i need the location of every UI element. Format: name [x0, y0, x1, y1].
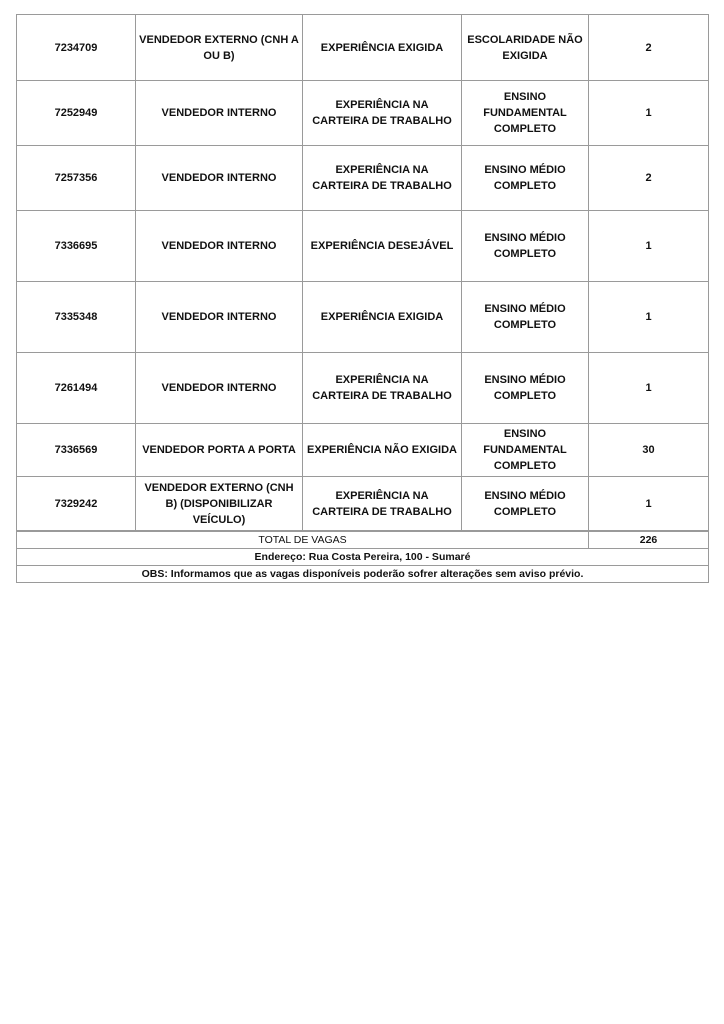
- table-row: [17, 146, 709, 211]
- job-education: ESCOLARIDADE NÃO EXIGIDA: [462, 15, 589, 81]
- job-education: ENSINO MÉDIO COMPLETO: [462, 353, 589, 424]
- job-experience: EXPERIÊNCIA EXIGIDA: [303, 15, 462, 81]
- job-education: ENSINO MÉDIO COMPLETO: [462, 211, 589, 282]
- job-code: 7336569: [17, 424, 136, 477]
- table-row: [17, 81, 709, 146]
- summary-table: [16, 531, 709, 583]
- job-role: VENDEDOR INTERNO: [136, 81, 303, 146]
- job-vacancies: 1: [589, 81, 709, 146]
- address-text: Endereço: Rua Costa Pereira, 100 - Sumaré: [17, 549, 709, 566]
- job-role: VENDEDOR INTERNO: [136, 353, 303, 424]
- job-code: 7336695: [17, 211, 136, 282]
- job-experience: EXPERIÊNCIA NÃO EXIGIDA: [303, 424, 462, 477]
- job-vacancies: 2: [589, 15, 709, 81]
- job-role: VENDEDOR PORTA A PORTA: [136, 424, 303, 477]
- table-row: [17, 211, 709, 282]
- table-row: [17, 353, 709, 424]
- job-role: VENDEDOR EXTERNO (CNH A OU B): [136, 15, 303, 81]
- job-vacancies: 1: [589, 282, 709, 353]
- table-row: [17, 424, 709, 477]
- job-code: 7257356: [17, 146, 136, 211]
- job-role: VENDEDOR INTERNO: [136, 282, 303, 353]
- disclaimer-note: OBS: Informamos que as vagas disponíveis poderão sofrer alterações sem aviso prévio.: [17, 566, 709, 583]
- job-role: VENDEDOR INTERNO: [136, 211, 303, 282]
- job-vacancies: 30: [589, 424, 709, 477]
- job-education: ENSINO MÉDIO COMPLETO: [462, 282, 589, 353]
- job-experience: EXPERIÊNCIA NA CARTEIRA DE TRABALHO: [303, 81, 462, 146]
- job-education: ENSINO FUNDAMENTAL COMPLETO: [462, 424, 589, 477]
- job-table: [16, 14, 709, 531]
- job-vacancies: 2: [589, 146, 709, 211]
- job-code: 7329242: [17, 477, 136, 531]
- job-education: ENSINO MÉDIO COMPLETO: [462, 477, 589, 531]
- job-experience: EXPERIÊNCIA NA CARTEIRA DE TRABALHO: [303, 477, 462, 531]
- table-row: [17, 15, 709, 81]
- job-experience: EXPERIÊNCIA NA CARTEIRA DE TRABALHO: [303, 146, 462, 211]
- job-vacancies: 1: [589, 211, 709, 282]
- job-experience: EXPERIÊNCIA EXIGIDA: [303, 282, 462, 353]
- job-vacancies: 1: [589, 353, 709, 424]
- job-code: 7234709: [17, 15, 136, 81]
- job-education: ENSINO FUNDAMENTAL COMPLETO: [462, 81, 589, 146]
- job-code: 7252949: [17, 81, 136, 146]
- job-role: VENDEDOR EXTERNO (CNH B) (DISPONIBILIZAR VEÍCULO): [136, 477, 303, 531]
- table-row: [17, 477, 709, 531]
- job-experience: EXPERIÊNCIA DESEJÁVEL: [303, 211, 462, 282]
- job-code: 7335348: [17, 282, 136, 353]
- total-value: 226: [589, 532, 709, 549]
- job-education: ENSINO MÉDIO COMPLETO: [462, 146, 589, 211]
- total-row: [17, 532, 709, 549]
- job-role: VENDEDOR INTERNO: [136, 146, 303, 211]
- address-row: [17, 549, 709, 566]
- note-row: [17, 566, 709, 583]
- job-experience: EXPERIÊNCIA NA CARTEIRA DE TRABALHO: [303, 353, 462, 424]
- total-label: TOTAL DE VAGAS: [17, 532, 589, 549]
- table-row: [17, 282, 709, 353]
- job-code: 7261494: [17, 353, 136, 424]
- job-listing-sheet: [16, 14, 708, 583]
- job-vacancies: 1: [589, 477, 709, 531]
